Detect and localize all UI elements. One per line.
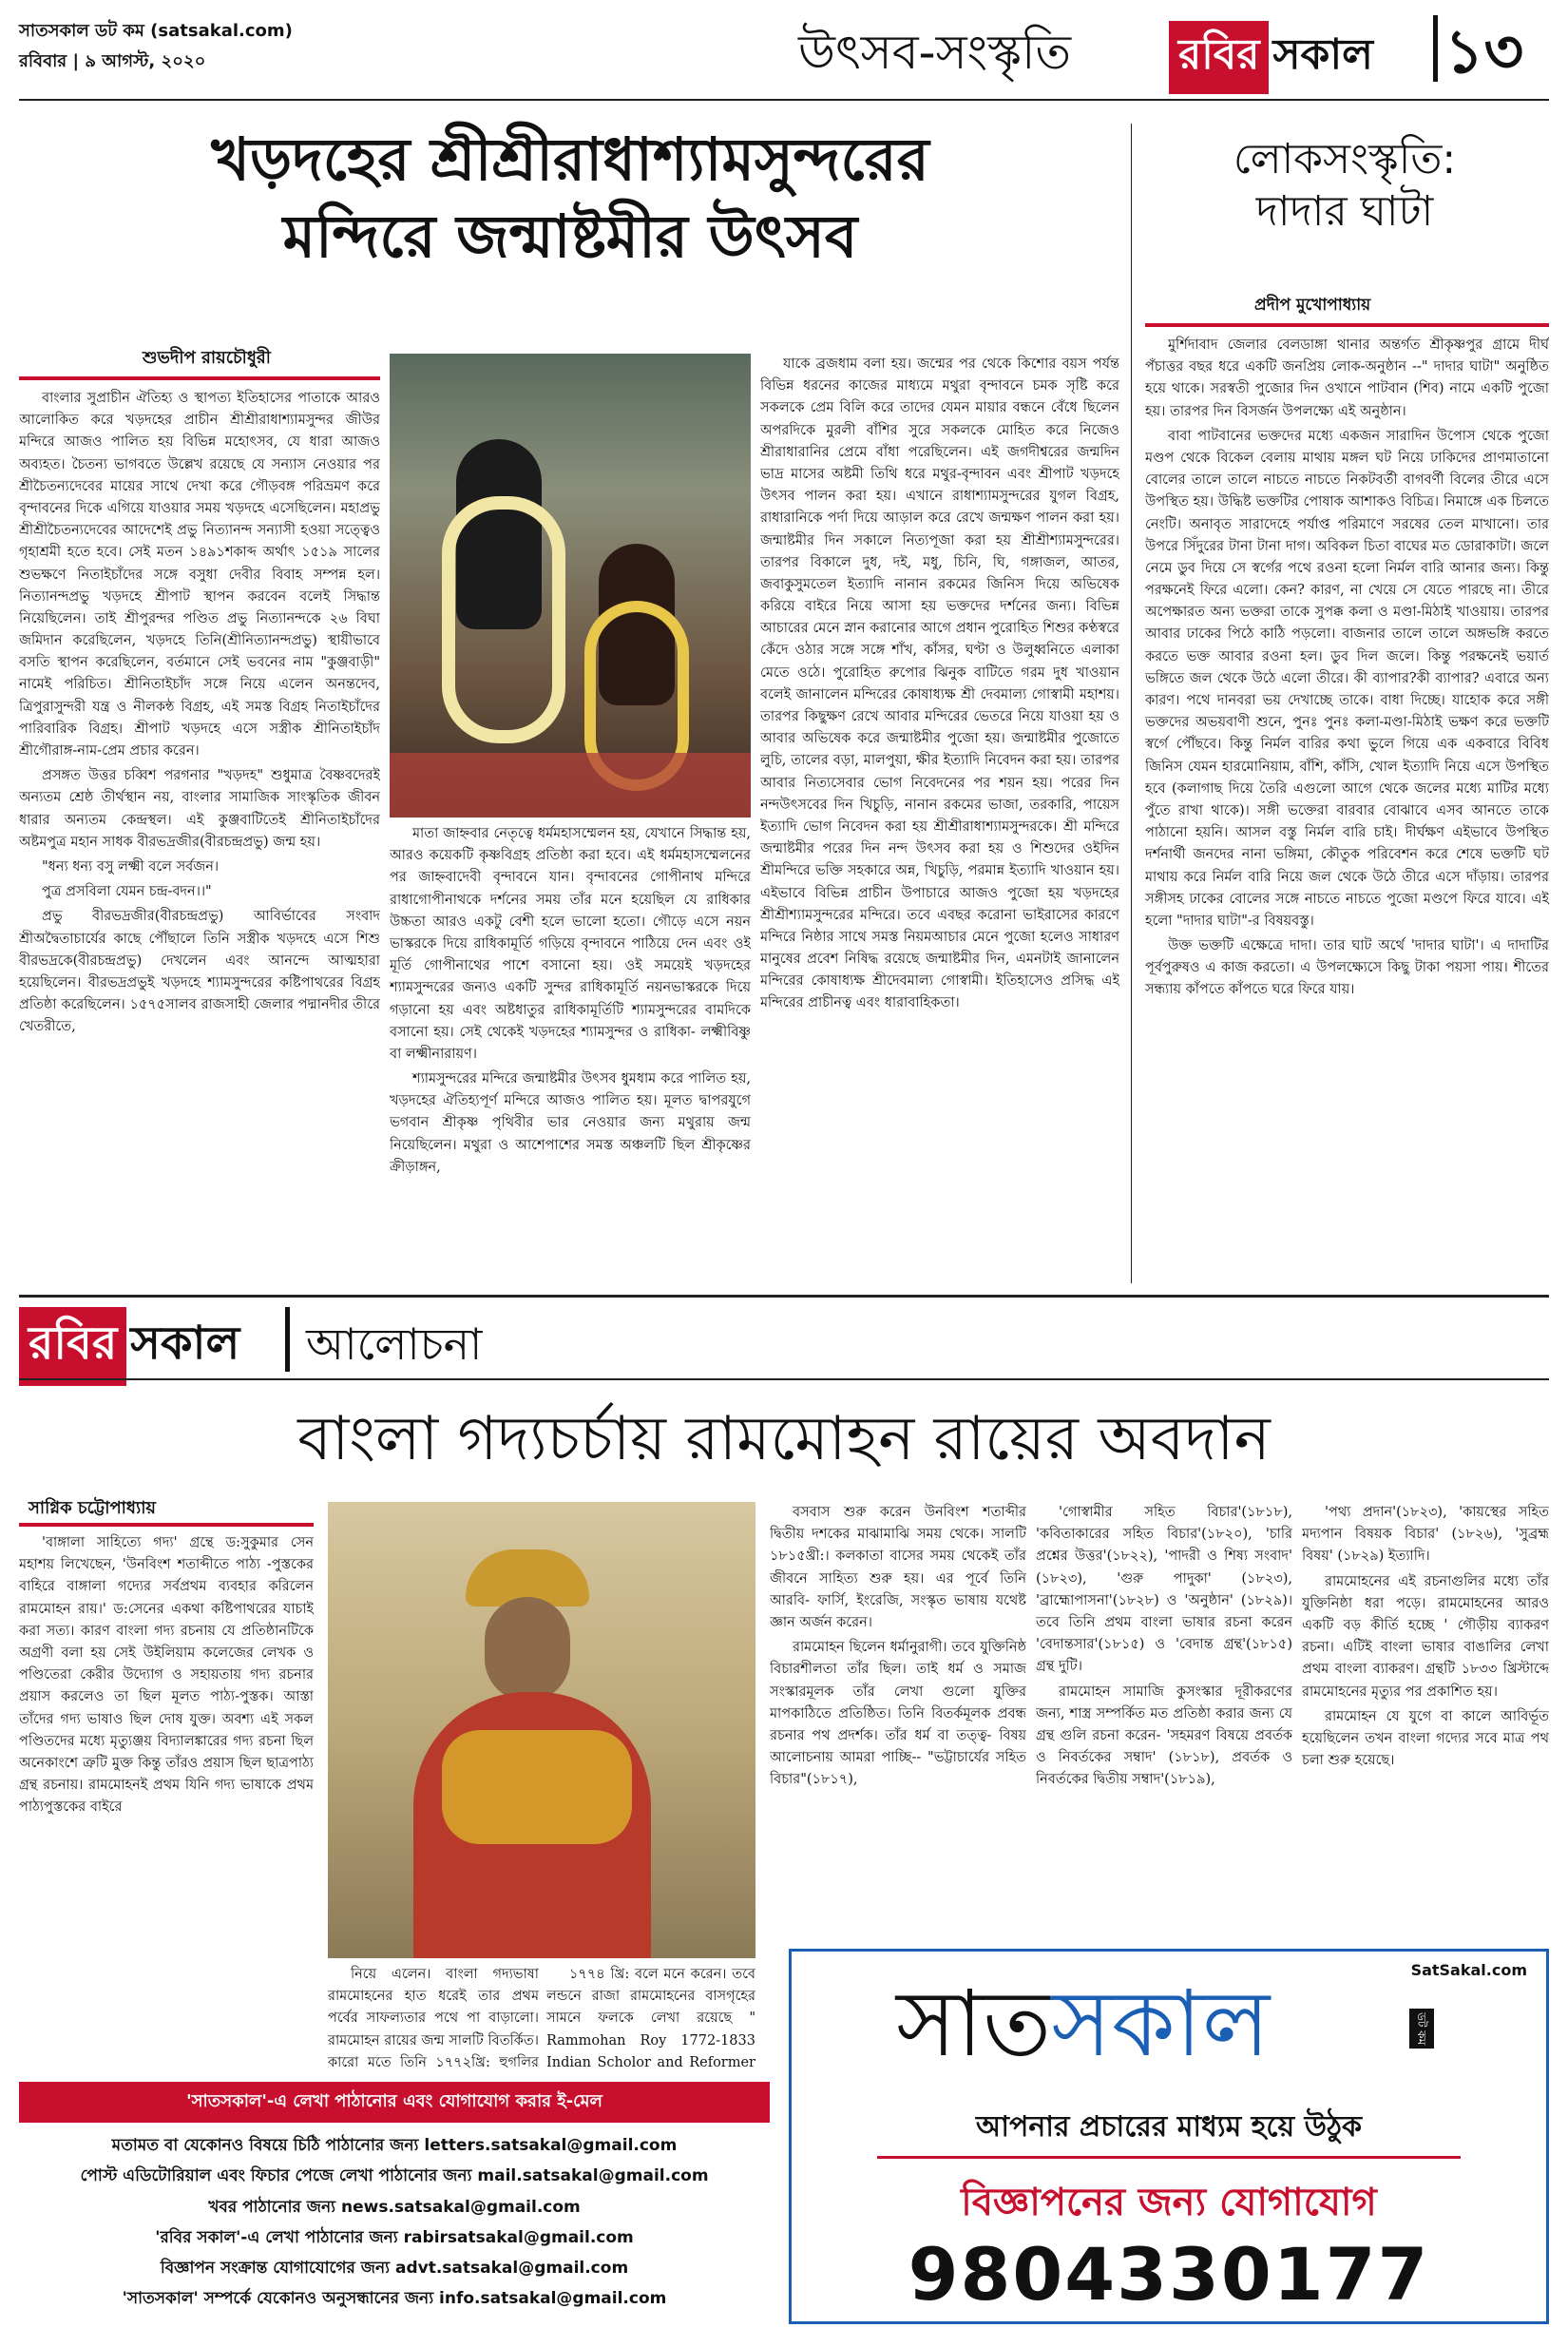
- garland-left: [442, 496, 565, 743]
- section2-byline-rule: [19, 1523, 314, 1527]
- side-para: বাবা পাটবানের ভক্তদের মধ্যে একজন সারাদিন উপোস থেকে পুজো মণ্ডপ থেকে বিকেল বেলায় মাথায় মঙ্গল ঘট নিয়ে ঢাকিদের প্রাণমাতানো বোলের তালে তালে নাচতে নাচতে নিকটবর্তী বাগবর্ণী বিলের তীরে এসে উপস্থিত হয়। উদ্ধিষ্ট ভক্তটির পোষাক আশাকও বিচিত্র। নিমাঙ্গে এক চিলতে নেংটি। অনাবৃত সারাদেহে পর্যাপ্ত পরিমাণে সরষের তেল মাখানো। তার উপরে সিঁদুরের টানা টানা দাগ। অবিকল চিতা বাঘের মত ডোরাকাটা। জলে নেমে ডুব দিয়ে সে স্বর্গের পথে রওনা হলো নির্মল বারি আনার জন্য। কিন্তু পরক্ষনেই ফিরে এলো। কেন? কারণ, না খেয়ে সে যেতে পারছে না। তীরে অপেক্ষারত অন্য ভক্তরা তাকে সুপক্ক কলা ও মণ্ডা-মিঠাই খাওয়ায়। তারপর আবার ঢাকের পিঠে কাঠি পড়লো। বাজনার তালে তালে অঙ্গভঙ্গি করতে করতে ভক্ত আবার রওনা হল। ডুব দিল জলে। কিন্তু পরক্ষনেই ভয়ার্ত ভঙ্গিতে জল থেকে উঠে এলো তীরে। কী ব্যাপার?কী ব্যাপার? এবারে অন্য কারণ। পথে দানবরা ভয় দেখাচ্ছে তাকে। বাধা দিচ্ছে। যাহোক করে সঙ্গী ভক্তদের অভয়বাণী শুনে, পুনঃ পুনঃ কলা-মণ্ডা-মিঠাই ভক্ষণ করে ভক্তটি স্বর্গে পৌঁছবে। কিন্তু নির্মল বারির কথা ভুলে গিয়ে এক একবারে বিবিধ জিনিস যেমন হারমোনিয়াম, বাঁশি, কাঁসি, খোল ইত্যাদি নিয়ে এসে উপস্থিত হবে (কলাগাছ দিয়ে তৈরি এগুলো আগে থেকে জলের মধ্যে মাটির মধ্যে পুঁতে রাখা থাকে)। সঙ্গী ভক্তেরা বারবার বোঝাবে এসব আনতে তাকে পাঠানো হয়নি। আসল বস্তু নির্মল বারি চাই। দীর্ঘক্ষণ এইভাবে উপস্থিত দর্শনার্থী জনদের নানা ভঙ্গিমা, কৌতুক পরিবেশন করে শেষে ভক্তটি ঘট মাথায় করে নির্মল বারি নিয়ে জল থেকে উঠে তীরে এসে দাঁড়ায়। তারপর সঙ্গীসহ ঢাকের বোলের সঙ্গে নাচতে নাচতে পুজো মণ্ডপে ফিরে যাবে। এই হলো "দাদার ঘাটা"-র বিষয়বস্তু।: [1145, 428, 1549, 929]
- masthead-rule: [19, 99, 1549, 101]
- page-number-divider: [1433, 15, 1438, 82]
- lead-column-3: [760, 354, 1119, 1281]
- lead-col1-para: প্রভু বীরভদ্রজীর(বীরচন্দ্রপ্রভু) আবির্ভাবের সংবাদ শ্রীঅদ্বৈতাচার্যের কাছে পৌঁছালে তিনি সস্ত্রীক খড়দহে এসে শিশু বীরভদ্রকে(বীরচন্দ্রপ্রভু) দেখলেন এবং আনন্দে আত্মহারা হয়েছিলেন। বীরভদ্রপ্রভুই খড়দহে শ্যামসুন্দরের কষ্টিপাথরের বিগ্রহ প্রতিষ্ঠা করেছিলেন। ১৫৭৫সালব রাজসাহী জেলার পদ্মানদীর তীরে খেতরীতে,: [19, 909, 380, 1035]
- lead-column-1: [19, 388, 380, 1281]
- ad-phone[interactable]: 9804330177: [908, 2232, 1430, 2317]
- section2-top-rule: [19, 1295, 1549, 1298]
- logo-red-part: রবির: [1169, 21, 1269, 94]
- section2-col6-para: 'পথ্য প্রদান'(১৮২৩), 'কায়স্থের সহিত মদ্যপান বিষয়ক বিচার' (১৮২৬), 'সুব্রহ্ম বিষয়' (১৮২৯) ইত্যাদি।: [1302, 1505, 1549, 1565]
- rabir-sakal-logo: [1169, 21, 1373, 94]
- section2-col6-para: রামমোহন যে যুগে বা কালে আবির্ভূত হয়েছিলেন তখন বাংলা গদ্যের সবে মাত্র পথ চলা শুরু হয়েছে।: [1302, 1708, 1549, 1769]
- side-para: মুর্শিদাবাদ জেলার বেলডাঙ্গা থানার অন্তর্গত শ্রীকৃষ্ণপুর গ্রামে দীর্ঘ পঁচাত্তর বছর ধরে একটি জনপ্রিয় লোক-অনুষ্ঠান --" দাদার ঘাটা" অনুষ্ঠিত হয়ে থাকে। সরস্বতী পুজোর দিন ওখানে পাটবান (শিব) নামে একটি পুজো হয়। তারপর দিন বিসর্জন উপলক্ষ্যে এই অনুষ্ঠান।: [1145, 337, 1549, 419]
- lead-byline-rule: [19, 376, 380, 380]
- flowers-base: [390, 753, 751, 818]
- section2-col3-para: ১৭৭৪ খ্রি: বলে মনে করেন। তবে লন্ডনে রাজা রামমোহনের বাসগৃহের সামনে ফলকে লেখা রয়েছে " Rammohan Roy 1772-1833 Indian Scholor and Reformer: [546, 1967, 755, 2070]
- contact-list: [19, 2123, 770, 2315]
- contact-label: মতামত বা যেকোনও বিষয়ে চিঠি পাঠানোর জন্য: [111, 2136, 419, 2155]
- section2-col4-para: বসবাস শুরু করেন উনবিংশ শতাব্দীর দ্বিতীয় দশকের মাঝামাঝি সময় থেকে। সালটি ১৮১৫খ্রী:। কলকাতা বাসের সময় থেকেই তাঁর জীবনে সাহিত্য শুরু হয়। এর পূর্বে তিনি আরবি- ফার্সি, ইংরেজি, সংস্কৃত ভাষায় যথেষ্ট জ্ঞান অর্জন করেন।: [770, 1505, 1026, 1630]
- contact-email[interactable]: advt.satsakal@gmail.com: [395, 2259, 629, 2279]
- ad-box: [789, 1949, 1549, 2324]
- section2-banner-rule: [19, 1378, 1549, 1380]
- side-byline: প্রদীপ মুখোপাধ্যায়: [1254, 296, 1371, 315]
- side-para: উক্ত ভক্তটি এক্ষেত্রে দাদা। তার ঘাট অর্থে 'দাদার ঘাটা'। এ দাদাটির পূর্বপুরুষও এ কাজ করতো। এ উপলক্ষ্যেসে কিছু টাকা পয়সা পায়। শীতের সন্ধ্যায় কাঁপতে কাঁপতে ঘরে ফিরে যায়।: [1145, 938, 1549, 998]
- section2-byline: সাগ্নিক চট্টোপাধ্যায়: [29, 1498, 157, 1518]
- contact-label: বিজ্ঞাপন সংক্রান্ত যোগাযোগের জন্য: [160, 2259, 391, 2279]
- ad-tagline: আপনার প্রচারের মাধ্যম হয়ে উঠুক: [976, 2110, 1362, 2144]
- contact-label: পোস্ট এডিটোরিয়াল এবং ফিচার পেজে লেখা পাঠানোর জন্য: [80, 2166, 472, 2186]
- lead-col1-para: বাংলার সুপ্রাচীন ঐতিহ্য ও স্থাপত্য ইতিহাসের পাতাকে আরও আলোকিত করে খড়দহের প্রাচীন শ্রীশ্রীরাধাশ্যামসুন্দর জীউর মন্দিরে আজও পালিত হয় বিভিন্ন মহোৎসব, যে ধারা আজও অব্যহত। চৈতন্য ভাগবতে উল্লেখ রয়েছে যে সন্যাস নেওয়ার পর শ্রীচৈতন্যদেবের মায়ের সাথে দেখা করে গৌড়বঙ্গ পরিভ্রমণ করে বৃন্দাবনের দিকে এগিয়ে যাওয়ার সময় খড়দহে এসেছিলেন। মহাপ্রভু শ্রীশ্রীচৈতন্যদেবের আদেশেই প্রভু নিত্যানন্দ সন্যাসী হওয়া সত্ত্বেও গৃহাশ্রমী হতে হবে। সেই মতন ১৪৯১শকাব্দ অর্থাৎ ১৫১৯ সালের শুভক্ষণে নিতাইচাঁদের সঙ্গে বসুধা দেবীর বিবাহ সম্পন্ন হল। নিত্যানন্দপ্রভু খড়দহে শ্রীপাট স্থাপন করবেন বলেই সিদ্ধান্ত নিয়েছিলেন। তাই শ্রীপুরন্দর পণ্ডিত প্রভু নিত্যানন্দকে ২৬ বিঘা জমিদান করেছিলেন, খড়দহে তিনি(শ্রীনিত্যানন্দপ্রভু) স্থায়ীভাবে বসতি স্থাপন করেছিলেন, বর্তমানে সেই ভবনের নাম "কুঞ্জবাড়ী" নামেই পরিচিত। শ্রীনিতাইচাঁদ সঙ্গে নিয়ে এলেন অনন্তদেব, ত্রিপুরাসুন্দরী যন্ত্র ও নীলকন্ঠ বিগ্রহ, এই সমস্ত বিগ্রহ নিতাইচাঁদের পারিবারিক বিগ্রহ। শ্রীপাট খড়দহে এসে সস্ত্রীক শ্রীনিতাইচাঁদ শ্রীগৌরাঙ্গ-নাম-প্রেম প্রচার করেন।: [19, 391, 380, 759]
- lead-column-2: [390, 823, 751, 1281]
- ad-logo: [896, 1971, 1271, 2077]
- portrait-face: [485, 1597, 570, 1702]
- contact-row-info: [19, 2283, 770, 2314]
- ad-dotcom-badge: ডট কম: [1409, 2009, 1434, 2049]
- contact-label: 'সাতসকাল' সম্পর্কে যেকোনও অনুসন্ধানের জন্য: [122, 2289, 434, 2309]
- lead-col2-para: মাতা জাহ্নবার নেতৃত্বে ধর্মমহাসম্মেলন হয়, যেখানে সিদ্ধান্ত হয়, আরও কয়েকটি কৃষ্ণবিগ্রহ প্রতিষ্ঠা করা হবে। এই ধর্মমহাসম্মেলনের পর জাহ্নবাদেবী বৃন্দাবনে যান। বৃন্দাবনের গোপীনাথ মন্দিরে রাধাগোপীনাথকে দর্শনের সময় তাঁর মনে হয়েছিল যে রাধিকার উচ্চতা আরও একটু বেশী হলে ভালো হতো। গৌড়ে এসে নয়ন ভাস্করকে দিয়ে রাধিকামূর্তি গড়িয়ে বৃন্দাবনে পাঠিয়ে দেন এবং ওই মূর্তি গোপীনাথের পাশে বসানো হয়। ওই সময়েই খড়দহের শ্যামসুন্দরের জন্যও একটি সুন্দর রাধিকামূর্তি নয়নভাস্করকে দিয়ে গড়ানো হয় এবং অষ্টধাতুর রাধিকামূর্তিটি শ্যামসুন্দরের বামদিকে বসানো হয়। সেই থেকেই খড়দহের শ্যামসুন্দর ও রাধিকা- লক্ষ্মীবিষ্ণু বা লক্ষ্মীনারায়ণ।: [390, 826, 751, 1062]
- section2-column-3: [546, 1964, 755, 2072]
- section2-divider: [285, 1307, 290, 1372]
- ad-domain: SatSakal.com: [1410, 1961, 1527, 1979]
- contact-header: 'সাতসকাল'-এ লেখা পাঠানোর এবং যোগাযোগ করার ই-মেল: [19, 2082, 770, 2123]
- lead-col3-para: যাকে ব্রজধাম বলা হয়। জন্মের পর থেকে কিশোর বয়স পর্যন্ত বিভিন্ন ধরনের কাজের মাধ্যমে মথুরা বৃন্দাবনে চমক সৃষ্টি করে সকলকে প্রেম বিলি করে তাদের যেমন মায়ার বন্ধনে বেঁধে ছিলেন অপরদিকে মুরলী বাঁশির সুরে সকলকে মোহিত করে নিজেও শ্রীরাধারানির প্রেমে বাঁধা পরেছিলেন। এই জগদীশ্বরের জন্মদিন ভাদ্র মাসের অষ্টমী তিথি ধরে মথুর-বৃন্দাবন এবং শ্রীপাট খড়দহে উৎসব পালন করা হয়। এখানে রাধাশ্যামসুন্দরের যুগল বিগ্রহ, রাধারানিকে পর্দা দিয়ে আড়াল করে রেখে জন্মক্ষণ পালন করা হয়। জন্মাষ্টমীর দিন সকালে নিত্যপূজা করা হয় শ্রীশ্রীশ্যামসুন্দরের। তারপর বিকালে দুধ, দই, মধু, চিনি, ঘি, গঙ্গাজল, আতর, জবাকুসুমতেল ইত্যাদি নানান রকমের জিনিস দিয়ে অভিষেক করিয়ে বাইরে নিয়ে আসা হয় ভক্তদের দর্শনের জন্য। বিভিন্ন আচারের মেনে স্নান করানোর আগে প্রধান পুরোহিত শিশুর কণ্ঠস্বরে কেঁদে ওঠার সঙ্গে সঙ্গে শাঁখ, কাঁসর, ঘণ্টা ও উলুধ্বনিতে এলাকা মেতে ওঠে। পুরোহিত রুপোর ঝিনুক বাটিতে গরম দুধ খাওয়ান বলেই জানালেন মন্দিরের কোষাধ্যক্ষ শ্রী দেবমাল্য গোস্বামী মহাশয়। তারপর কিছুক্ষণ রেখে আবার মন্দিরের ভেতরে নিয়ে যাওয়া হয় ও আবার অভিষেক করে জন্মাষ্টমীর পুজো হয়। জন্মাষ্টমীর পুজোতে লুচি, তালের বড়া, মালপুয়া, ক্ষীর ইত্যাদি নিবেদন করা হয়। তারপর আবার নিত্যসেবার ভোগ নিবেদনের পর শয়ন হয়। পরের দিন নন্দউৎসবের দিন খিচুড়ি, নানান রকমের ভাজা, তরকারি, পায়েস ইত্যাদি ভোগ নিবেদন করা হয় শ্রীশ্রীরাধাশ্যামসুন্দরকে। শ্রী মন্দিরে জন্মাষ্টমীর পরের দিন নন্দ উৎসব করা হয় ও শিশুদের ওইদিন শ্রীমন্দিরে ভক্তি সহকারে অন্ন, খিচুড়ি, পরমান্ন ইত্যাদি খাওয়ান হয়। এইভাবে বিভিন্ন প্রাচীন উপাচারে আজও পুজো হয় খড়দহের শ্রীশ্রীশ্যামসুন্দরের মন্দিরে। তবে এবছর করোনা ভাইরাসের কারণে মন্দিরে নিষ্ঠার সাথে সমস্ত নিয়মআচার মেনে পুজো হলেও সাধারণ মানুষের প্রবেশ নিষিদ্ধ রয়েছে জন্মাষ্টমীর দিন, এমনটাই জানালেন মন্দিরের কোষাধ্যক্ষ শ্রীদেবমাল্য গোস্বামী। ইতিহাসেও প্রসিদ্ধ এই মন্দিরের প্রাচীনত্ব এবং ধারাবাহিকতা।: [760, 356, 1119, 1011]
- lead-col1-verse: পুত্র প্রসবিলা যেমন চন্দ্র-বদন।।": [42, 884, 212, 900]
- section2-column-1: [19, 1532, 314, 2072]
- section2-col6-para: রামমোহনের এই রচনাগুলির মধ্যে তাঁর যুক্তিনিষ্ঠা ধরা পড়ে। রামমোহনের আরও একটি বড় কীর্তি হচ্ছে ' গৌড়ীয় ব্যাকরণ রচনা। এটিই বাংলা ভাষার বাঙালির লেখা প্রথম বাংলা ব্যাকরণ। গ্রন্থটি ১৮৩৩ খ্রিস্টাব্দে রামমোহনের মৃত্যুর পর প্রকাশিত হয়।: [1302, 1573, 1549, 1700]
- section2-label: আলোচনা: [306, 1318, 483, 1370]
- side-byline-rule: [1145, 323, 1549, 327]
- contact-label: খবর পাঠানোর জন্য: [208, 2197, 336, 2217]
- side-column: [1145, 335, 1549, 1281]
- lead-col1-verse: "ধন্য ধন্য বসু লক্ষ্মী বলে সর্বজন।: [42, 858, 220, 875]
- section2-col1-para: 'বাঙ্গালা সাহিত্যে গদ্য' গ্রন্থে ড:সুকুমার সেন মহাশয় লিখেছেন, 'উনবিংশ শতাব্দীতে পাঠ্য -পুস্তকের বাহিরে বাঙ্গালা গদ্যের সর্বপ্রথম ব্যবহার করিলেন রামমোহন রায়।' ড:সেনের একথা কষ্টিপাথরের যাচাই করা সত্য। কারণ বাংলা গদ্য রচনায় যে প্রতিষ্ঠানটিকে অগ্রণী বলা হয় সেই উইলিয়াম কলেজের লেখক ও পণ্ডিতেরা কেরীর উদ্যোগ ও সহায়তায় গদ্য রচনার প্রয়াস করলেও তা ছিল মূলত পাঠ্য-পুস্তক। আস্তা তাঁদের গদ্য ভাষাও ছিল দোষ যুক্ত। অবশ্য এই সকল পণ্ডিতদের মধ্যে মৃত্যুঞ্জয় বিদ্যালঙ্কারের গদ্য রচনা ছিল অনেকাংশে ত্রুটি মুক্ত কিন্তু তাঁরও প্রয়াস ছিল ছাত্রপাঠ্য গ্রন্থ রচনায়। রামমোহনই প্রথম যিনি গদ্য ভাষাকে প্রথম পাঠ্যপুস্তকের বাইরে: [19, 1535, 314, 1816]
- contact-row-editorial: [19, 2161, 770, 2191]
- site-name: সাতসকাল ডট কম (satsakal.com): [19, 21, 293, 41]
- section-title: উৎসব-সংস্কৃতি: [798, 25, 1071, 80]
- logo-black-part: সকাল: [1272, 30, 1373, 79]
- portrait-shawl: [442, 1730, 632, 1844]
- side-headline-line1: লোকসংস্কৃতি:: [1233, 135, 1457, 183]
- section2-column-2: [328, 1964, 539, 2072]
- section2-logo-black: সকাল: [130, 1317, 240, 1370]
- ad-logo-blue: সকাল: [1051, 1971, 1271, 2077]
- lead-headline: [19, 122, 1121, 275]
- contact-email[interactable]: info.satsakal@gmail.com: [439, 2289, 667, 2309]
- section2-logo-red: রবির: [19, 1307, 126, 1386]
- section2-col5-para: 'গোস্বামীর সহিত বিচার'(১৮১৮), 'কবিতাকারের সহিত বিচার'(১৮২০), 'চারি প্রশ্নের উত্তর'(১৮২২), 'পাদরী ও শিষ্য সংবাদ' (১৮২৩), 'গুরু পাদুকা' (১৮২৩), 'ব্রাহ্মোপাসনা'(১৮২৮) ও 'অনুষ্ঠান' (১৮২৯)। তবে তিনি প্রথম বাংলা ভাষার রচনা করেন 'বেদান্তসার'(১৮১৫) ও 'বেদান্ত গ্রন্থ'(১৮১৫) গ্রন্থ দুটি।: [1036, 1505, 1292, 1675]
- section2-col4-para: রামমোহন ছিলেন ধর্মানুরাগী। তবে যুক্তিনিষ্ঠ বিচারশীলতা তাঁর ছিল। তাই ধর্ম ও সমাজ সংস্কারমূলক তাঁর লেখা গুলো যুক্তির মাপকাঠিতে প্রতিষ্ঠিত। তিনি বিতর্কমূলক প্রবন্ধ রচনার পথ প্রদর্শক। তাঁর ধর্ম বা তত্ত্ব- বিষয় আলোচনায় আমরা পাচ্ছি-- "ভট্টাচার্যের সহিত বিচার"(১৮১৭),: [770, 1640, 1026, 1788]
- contact-row-rabir: [19, 2222, 770, 2253]
- ad-rule: [877, 2156, 1461, 2159]
- lead-col2-para: শ্যামসুন্দরের মন্দিরে জন্মাষ্টমীর উৎসব ধুমধাম করে পালিত হয়, খড়দহের ঐতিহ্যপূর্ণ মন্দিরে আজও পালিত হয়। মূলত দ্বাপরযুগে ভগবান শ্রীকৃষ্ণ পৃথিবীর ভার নেওয়ার জন্য মথুরায় জন্ম নিয়েছিলেন। মথুরা ও আশেপাশের সমস্ত অঞ্চলটি ছিল শ্রীকৃষ্ণের ক্রীড়াঙ্গন,: [390, 1071, 751, 1175]
- section2-column-5: [1036, 1502, 1292, 1949]
- section2-logo: [19, 1307, 239, 1386]
- contact-row-advt: [19, 2253, 770, 2283]
- contact-email[interactable]: news.satsakal@gmail.com: [341, 2197, 581, 2217]
- contact-email[interactable]: letters.satsakal@gmail.com: [424, 2136, 678, 2155]
- lead-col1-para: প্রসঙ্গত উত্তর চব্বিশ পরগনার "খড়দহ" শুধুমাত্র বৈষ্ণবদেরই অন্যতম শ্রেষ্ঠ তীর্থস্থান নয়, বাংলার সামাজিক সাংস্কৃতিক জীবন ধারার অন্যতম কেন্দ্রস্থল। এই কুঞ্জবাটিতেই শ্রীনিতাইচাঁদের অষ্টমপুত্র মহান সাধক বীরভদ্রজীর(বীরচন্দ্রপ্রভু) জন্ম হয়।: [19, 768, 380, 850]
- lead-byline: শুভদীপ রায়চৌধুরী: [143, 348, 271, 368]
- section2-column-4: [770, 1502, 1026, 1949]
- contact-row-news: [19, 2192, 770, 2222]
- contact-label: 'রবির সকাল'-এ লেখা পাঠানোর জন্য: [155, 2227, 398, 2247]
- lead-headline-line2: মন্দিরে জন্মাষ্টমীর উৎসব: [282, 201, 858, 271]
- lead-side-divider: [1131, 124, 1132, 1283]
- issue-date: রবিবার | ৯ আগস্ট, ২০২০: [19, 51, 206, 71]
- side-headline-line2: দাদার ঘাটা: [1255, 187, 1434, 236]
- lead-headline-line1: খড়দহের শ্রীশ্রীরাধাশ্যামসুন্দরের: [211, 125, 929, 194]
- section2-column-6: [1302, 1502, 1549, 1949]
- contact-email[interactable]: mail.satsakal@gmail.com: [477, 2166, 709, 2186]
- contact-row-letters: [19, 2130, 770, 2161]
- section2-col2-para: নিয়ে এলেন। বাংলা গদ্যভাষা রামমোহনের হাত ধরেই তার প্রথম পর্বের সাফল্যতার পথে পা বাড়ালো।রামমোহন রায়ের জন্ম সালটি বিতর্কিত। কারো মতে তিনি ১৭৭২খ্রি: হুগলির: [328, 1967, 539, 2070]
- side-headline: [1140, 133, 1549, 238]
- masthead: [0, 0, 1568, 95]
- page-number: ১৩: [1444, 17, 1524, 87]
- deity-photo: [390, 354, 751, 818]
- section2-headline: বাংলা গদ্যচর্চায় রামমোহন রায়ের অবদান: [297, 1404, 1271, 1474]
- contact-box: [19, 2082, 770, 2329]
- section2-col5-para: রামমোহন সামাজি কুসংস্কার দূরীকরণের জন্য, শাস্ত্র সম্পর্কিত মত প্রতিষ্ঠা করার জন্য যে গ্রন্থ গুলি রচনা করেন- 'সহমরণ বিষয়ে প্রবর্তক ও নিবর্তকের সম্বাদ' (১৮১৮), প্রবর্তক ও নিবর্তকের দ্বিতীয় সম্বাদ'(১৮১৯),: [1036, 1683, 1292, 1788]
- ad-logo-black: সাত: [896, 1971, 1052, 2077]
- contact-email[interactable]: rabirsatsakal@gmail.com: [403, 2227, 634, 2247]
- rammohan-portrait: [328, 1502, 755, 1958]
- ad-contact-label: বিজ্ঞাপনের জন্য যোগাযোগ: [961, 2181, 1377, 2224]
